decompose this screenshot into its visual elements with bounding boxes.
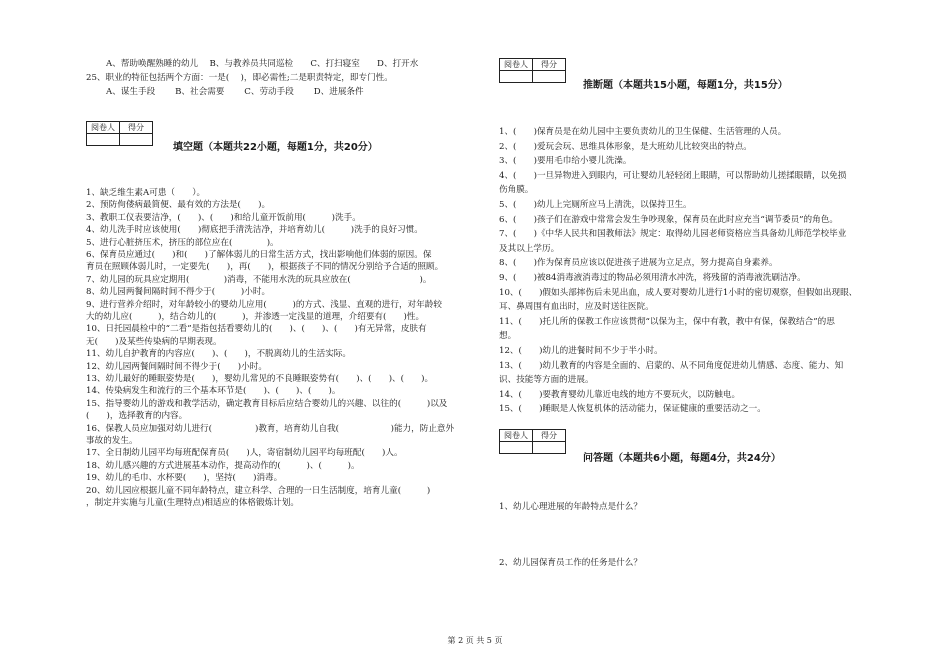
judgment-line: 13、( )幼儿教育的内容是全面的、启蒙的、从不同角度促进幼儿情感、态度、能力、知 bbox=[499, 360, 844, 371]
fill-question-line: 5、进行心脏挤压术，挤压的部位应在( )。 bbox=[86, 237, 279, 248]
fill-question-line: 19、幼儿的毛巾、水杯要( )，坚持( )消毒。 bbox=[86, 473, 283, 484]
judgment-line: 伤角膜。 bbox=[499, 185, 534, 196]
fill-question-line: 1、缺乏维生素A可患（ ）。 bbox=[86, 188, 206, 198]
judgment-line: 15、( )睡眠是人恢复机体的活动能力，保证健康的重要活动之一。 bbox=[499, 404, 766, 415]
judgment-line: 9、( )被84消毒液消毒过的物品必须用清水冲洗，将残留的消毒液洗刷洁净。 bbox=[499, 273, 806, 283]
fill-question-line: 16、保教人员应加强对幼儿进行( )教育，培育幼儿自我( )能力，防止意外 bbox=[86, 423, 455, 434]
judgment-line: 8、( )作为保育员应该以促进孩子进展为立足点，努力提高自身素养。 bbox=[499, 258, 778, 269]
score-box-qa bbox=[499, 429, 566, 454]
section-title-judgment: 推断题（本题共15小题，每题1分，共15分） bbox=[583, 80, 788, 91]
fill-question-line: 9、进行营养介绍时，对年龄较小的婴幼儿应用( )的方式、浅显、直观的进行，对年龄较 bbox=[86, 299, 442, 310]
judgment-line: 11、( )托儿所的保教工作应该贯彻“以保为主，保中有教，教中有保，保教结合”的思 bbox=[499, 316, 835, 327]
judgment-line: 想。 bbox=[499, 331, 517, 342]
fill-question-line: 4、幼儿洗手时应该使用( )彻底把手清洗洁净，并培育幼儿( )洗手的良好习惯。 bbox=[86, 225, 423, 236]
score-cell bbox=[533, 71, 566, 83]
judgment-line: 12、( )幼儿的进餐时间不少于半小时。 bbox=[499, 346, 663, 356]
fill-question-line: ( )，选择教育的内容。 bbox=[86, 411, 188, 422]
judgment-line: 4、( )一旦异物进入到眼内，可让婴幼儿轻轻闭上眼睛，可以帮助幼儿搓揉眼睛，以免损 bbox=[499, 170, 847, 181]
fill-question-line: 8、幼儿园两餐间隔时间不得少于( )小时。 bbox=[86, 287, 271, 298]
grader-label: 阅卷人 bbox=[87, 122, 120, 134]
score-cell bbox=[120, 134, 153, 146]
fill-question-line: 事故的发生。 bbox=[86, 436, 138, 446]
fill-question-line: ，制定并实施与儿童(生理特点)相适应的体格锻炼计划。 bbox=[86, 498, 299, 508]
fill-question-line: 11、幼儿自护教育的内容应( )、( )，不脱离幼儿的生活实际。 bbox=[86, 349, 351, 360]
judgment-line: 3、( )要用毛巾给小婴儿洗澡。 bbox=[499, 156, 632, 167]
judgment-line: 识、技能等方面的进展。 bbox=[499, 375, 594, 386]
fill-question-line: 12、幼儿园两餐间隔时间不得少于( )小时。 bbox=[86, 361, 267, 372]
score-label: 得分 bbox=[533, 430, 566, 442]
grader-cell bbox=[500, 442, 533, 454]
fill-question-line: 14、传染病发生和流行的三个基本环节是( )、( )、( )。 bbox=[86, 386, 341, 397]
judgment-line: 耳、鼻周围有血出时，应及时送往医院。 bbox=[499, 302, 654, 313]
section-title-fill: 填空题（本题共22小题，每题1分，共20分） bbox=[173, 142, 378, 153]
fill-question-line: 17、全日制幼儿园平均每班配保育员( )人，寄宿制幼儿园平均每班配( )人。 bbox=[86, 448, 403, 459]
judgment-line: 及其以上学历。 bbox=[499, 243, 560, 254]
grader-cell bbox=[87, 134, 120, 146]
judgment-line: 7、( )《中华人民共和国教师法》规定：取得幼儿园老师资格应当具备幼儿师范学校毕业 bbox=[499, 229, 847, 240]
qa-question-1: 1、幼儿心理进展的年龄特点是什么？ bbox=[499, 502, 642, 512]
qa-question-2: 2、幼儿园保育员工作的任务是什么？ bbox=[499, 558, 642, 568]
fill-question-line: 20、幼儿园应根据儿童不同年龄特点，建立科学、合理的一日生活制度，培育儿童( ) bbox=[86, 485, 431, 496]
judgment-line: 2、( )爱玩会玩、思维具体形象，是大班幼儿比较突出的特点。 bbox=[499, 141, 752, 152]
fill-question-line: 15、指导婴幼儿的游戏和教学活动，确定教育目标后应结合婴幼儿的兴趣、以往的( )以及 bbox=[86, 398, 448, 409]
fill-question-line: 育员在照顾体弱儿时，一定要先( )，再( )，根据孩子不同的情况分别给予合适的照顾。 bbox=[86, 262, 444, 273]
fill-question-line: 18、幼儿感兴趣的方式进展基本动作，提高动作的( )、( )。 bbox=[86, 460, 360, 471]
judgment-line: 5、( )幼儿上完厕所应马上清洗，以保持卫生。 bbox=[499, 200, 692, 210]
grader-label: 阅卷人 bbox=[500, 430, 533, 442]
score-label: 得分 bbox=[533, 59, 566, 71]
grader-label: 阅卷人 bbox=[500, 59, 533, 71]
judgment-line: 6、( )孩子们在游戏中常常会发生争吵现象，保育员在此时应充当“调节委员”的角色。 bbox=[499, 214, 838, 225]
fill-question-line: 大的幼儿应( )，结合幼儿的( )，并渗透一定浅显的道理，介绍要有( )性。 bbox=[86, 312, 425, 322]
fill-question-line: 10、日托园晨检中的“二看”是指包括看婴幼儿的( )、( )、( )有无异常，皮肤有 bbox=[86, 324, 427, 335]
option-line-25: A、谋生手段 B、社会需要 C、劳动手段 D、进展条件 bbox=[106, 87, 364, 97]
judgment-line: 1、( )保育员是在幼儿园中主要负责幼儿的卫生保健、生活管理的人员。 bbox=[499, 127, 787, 137]
fill-question-line: 3、教职工仪表要洁净，( )、( )和给儿童开饭前用( )洗手。 bbox=[86, 212, 361, 223]
grader-cell bbox=[500, 71, 533, 83]
judgment-line: 14、( )要教育婴幼儿靠近电线的地方不要玩火，以防触电。 bbox=[499, 389, 741, 400]
judgment-line: 10、( )假如头部摔伤后未见出血，成人要对婴幼儿进行1小时的密切观察，但假如出现眼、 bbox=[499, 287, 858, 298]
page-footer: 第 2 页 共 5 页 bbox=[447, 636, 503, 645]
fill-question-line: 无( )及某些传染病的早期表现。 bbox=[86, 336, 222, 347]
score-box-judgment bbox=[499, 58, 566, 83]
fill-question-line: 6、保育员应通过( )和( )了解体弱儿的日常生活方式，找出影响他们体弱的原因。保 bbox=[86, 250, 432, 260]
fill-question-line: 2、预防佝偻病最简便、最有效的方法是( )。 bbox=[86, 200, 271, 211]
question-25: 25、职业的特征包括两个方面：一是( )，即必需性;二是职责特定，即专门性。 bbox=[86, 73, 393, 83]
fill-question-line: 7、幼儿园的玩具应定期用( )消毒，不能用水洗的玩具应放在( )。 bbox=[86, 274, 432, 285]
section-title-qa: 问答题（本题共6小题，每题4分，共24分） bbox=[583, 453, 781, 464]
score-label: 得分 bbox=[120, 122, 153, 134]
fill-question-line: 13、幼儿最好的睡眠姿势是( )，婴幼儿常见的不良睡眠姿势有( )、( )、( )。 bbox=[86, 374, 434, 384]
score-box-fill bbox=[86, 121, 153, 146]
option-line-24: A、帮助唤醒熟睡的幼儿 B、与教养员共同巡检 C、打扫寝室 D、打开水 bbox=[106, 59, 419, 69]
score-cell bbox=[533, 442, 566, 454]
